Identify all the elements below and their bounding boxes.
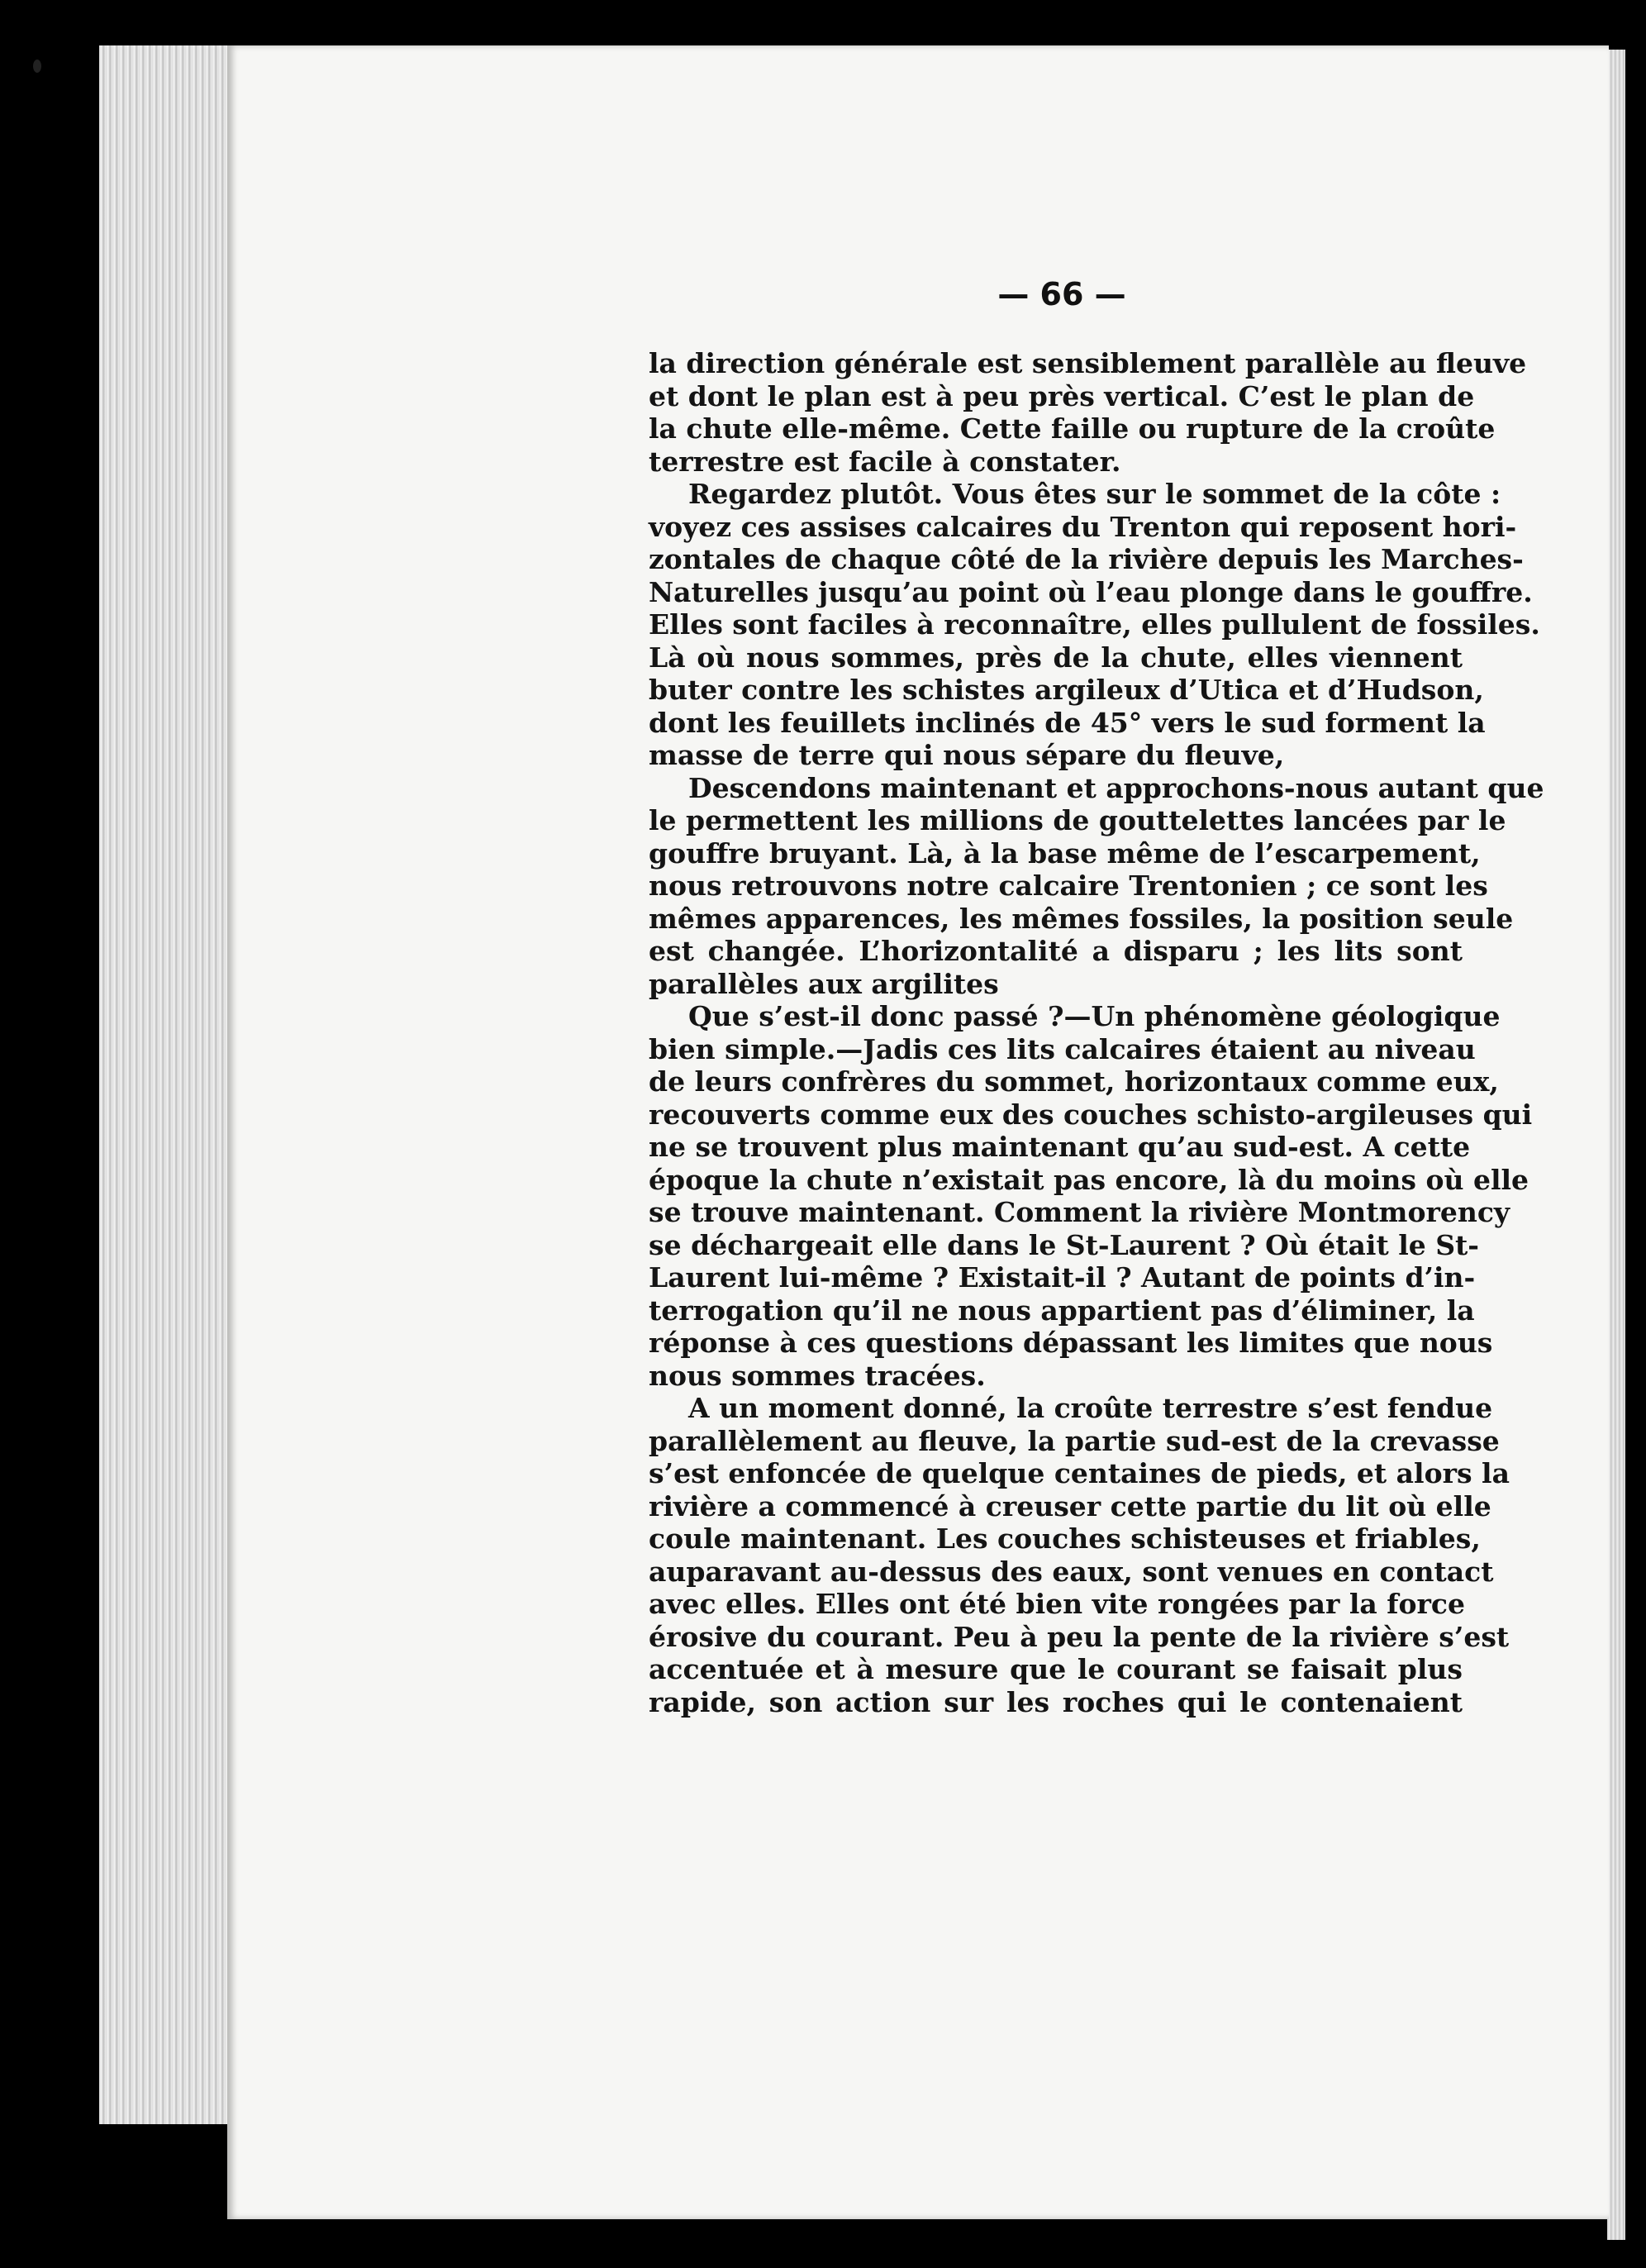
facing-page-edge [1607, 50, 1625, 2240]
text-line: Descendons maintenant et approchons-nous autant que [688, 771, 1544, 804]
text-line: coule maintenant. Les couches schisteuses et friables, [649, 1522, 1481, 1555]
text-line: érosive du courant. Peu à peu la pente de la rivière s’est [649, 1620, 1510, 1653]
text-line: se déchargeait elle dans le St-Laurent ? Où était le St- [649, 1228, 1479, 1261]
text-line: masse de terre qui nous sépare du fleuve, [649, 739, 1285, 771]
text-line: rivière a commencé à creuser cette partie du lit où elle [649, 1489, 1491, 1522]
text-line: terrogation qu’il ne nous appartient pas d’éliminer, la [649, 1294, 1475, 1327]
text-line: le permettent les millions de gouttelettes lancées par le [649, 804, 1506, 836]
text-line: rapide, son action sur les roches qui le contenaient [649, 1685, 1463, 1718]
text-line: Laurent lui-même ? Existait-il ? Autant de points d’in- [649, 1261, 1476, 1294]
text-line: réponse à ces questions dépassant les limites que nous [649, 1327, 1493, 1359]
text-line: gouffre bruyant. Là, à la base même de l’escarpement, [649, 836, 1481, 870]
text-line: de leurs confrères du sommet, horizontaux comme eux, [649, 1065, 1499, 1098]
text-line: nous retrouvons notre calcaire Trentonien ; ce sont les [649, 870, 1488, 902]
text-line: avec elles. Elles ont été bien vite rongées par la force [649, 1588, 1465, 1620]
text-line: auparavant au-dessus des eaux, sont venues en contact [649, 1555, 1494, 1588]
body-text [649, 347, 1544, 1718]
text-line: bien simple.—Jadis ces lits calcaires étaient au niveau [649, 1032, 1476, 1065]
page-number: — 66 — [997, 276, 1126, 312]
text-line: la chute elle-même. Cette faille ou rupture de la croûte [649, 412, 1496, 445]
text-line: zontales de chaque côté de la rivière depuis les Marches- [649, 543, 1524, 575]
text-line: Elles sont faciles à reconnaître, elles pullulent de fossiles. [649, 608, 1540, 641]
text-line: voyez ces assises calcaires du Trenton qui reposent hori- [649, 510, 1517, 543]
text-line: nous sommes tracées. [649, 1359, 986, 1392]
text-line: la direction générale est sensiblement parallèle au fleuve [649, 347, 1527, 379]
text-line: se trouve maintenant. Comment la rivière Montmorency [649, 1196, 1510, 1228]
page-stack-edge [99, 45, 231, 2124]
text-line: s’est enfoncée de quelque centaines de pieds, et alors la [649, 1457, 1510, 1489]
text-line: ne se trouvent plus maintenant qu’au sud-est. A cette [649, 1131, 1471, 1163]
text-line: terrestre est facile à constater. [649, 445, 1121, 478]
text-line: et dont le plan est à peu près vertical. C’est le plan de [649, 379, 1475, 412]
text-line: recouverts comme eux des couches schisto-argileuses qui [649, 1098, 1533, 1131]
text-line: est changée. L’horizontalité a disparu ; les lits sont [649, 935, 1463, 967]
text-line: Que s’est-il donc passé ?—Un phénomène géologique [688, 1000, 1501, 1032]
text-line: Regardez plutôt. Vous êtes sur le sommet de la côte : [688, 478, 1501, 510]
text-line: parallèles aux argilites [649, 967, 999, 1000]
text-line: Naturelles jusqu’au point où l’eau plonge dans le gouffre. [649, 575, 1533, 608]
text-line: A un moment donné, la croûte terrestre s’est fendue [688, 1392, 1493, 1424]
text-line: Là où nous sommes, près de la chute, elles viennent [649, 641, 1463, 674]
scan-speck [33, 60, 41, 73]
text-line: parallèlement au fleuve, la partie sud-est de la crevasse [649, 1424, 1500, 1457]
text-line: mêmes apparences, les mêmes fossiles, la position seule [649, 902, 1514, 935]
text-line: époque la chute n’existait pas encore, là du moins où elle [649, 1163, 1529, 1196]
text-line: dont les feuillets inclinés de 45° vers le sud forment la [649, 706, 1486, 739]
text-line: buter contre les schistes argileux d’Utica et d’Hudson, [649, 674, 1484, 706]
text-line: accentuée et à mesure que le courant se faisait plus [649, 1653, 1463, 1685]
